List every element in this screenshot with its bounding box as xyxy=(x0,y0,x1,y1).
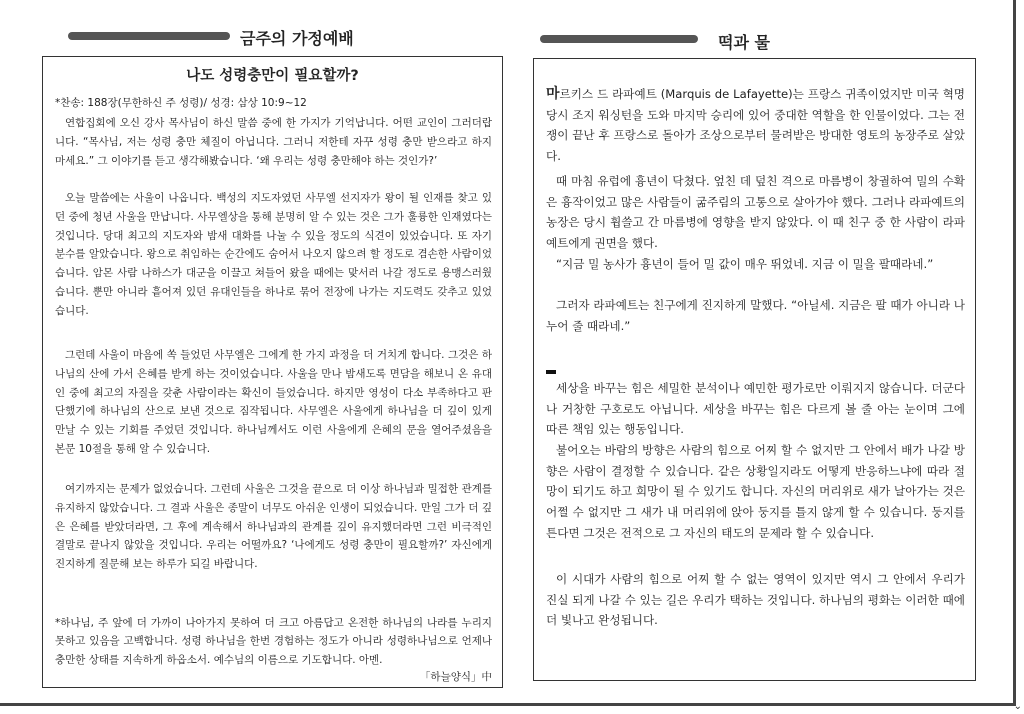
story-paragraph-2: 때 마침 유럽에 흉년이 닥쳤다. 엎친 데 덮친 격으로 마름병이 창궐하여 밀의 수확은 흉작이었고 많은 사람들이 굶주림의 고통으로 살아가야 했다. 그러나 라파예트의 농장은 당시 휩쓸고 간 마름병에 영향을 받지 않았다. 이 때 친구 중 한 사람이 라파예트에게 권면을 했다. xyxy=(546,174,965,251)
reflection-paragraph-3: 이 시대가 사람의 힘으로 어찌 할 수 없는 영역이 있지만 역시 그 안에서 우리가 진실 되게 나갈 수 있는 길은 우리가 택하는 것입니다. 하나님의 평화는 이러한 때에 더 빛나고 완성됩니다. xyxy=(546,572,965,628)
reflection-paragraph-2: 불어오는 바람의 방향은 사람의 힘으로 어찌 할 수 없지만 그 안에서 배가 나갈 방향은 사람이 결정할 수 있습니다. 같은 상황일지라도 어떻게 반응하느냐에 따라 절망이 되기도 하고 희망이 될 수 있기도 합니다. 자신의 머리위로 새가 날아가는 것은 어쩔 수 없지만 그 새가 내 머리위에 앉아 둥지를 틀지 않게 할 수 있습니다. 둥지를 튼다면 그것은 전적으로 그 자신의 태도의 문제라 할 수 있습니다. xyxy=(546,443,965,540)
corner-mark: ⌄ xyxy=(1013,701,1022,712)
left-header-bar xyxy=(68,32,230,40)
drop-cap: 마 xyxy=(546,86,560,102)
article-paragraph-2: 오늘 말씀에는 사울이 나옵니다. 백성의 지도자였던 사무엘 선지자가 왕이 될 인재를 찾고 있던 중에 청년 사울을 만납니다. 사무엘상을 통해 분명히 알 수 있는 것은 그가 훌륭한 인재였다는 것입니다. 당대 최고의 지도자와 밤새 대화를 나눌 수 있을 정도의 식견이 있었습니다. 또 자기 분수를 알았습니다. 왕으로 취임하는 순간에도 숨어서 나오지 않으려 할 정도로 겸손한 사람이었습니다. 암몬 사람 나하스가 대군을 이끌고 쳐들어 왔을 때에는 맞서러 나갈 정도로 용맹스러웠습니다. 뿐만 아니라 흩어져 있던 유대인들을 하나로 묶어 전장에 나가는 지도력도 갖추고 있었습니다. xyxy=(55,192,492,317)
article-paragraph-4: 여기까지는 문제가 없었습니다. 그런데 사울은 그것을 끝으로 더 이상 하나님과 밀접한 관계를 유지하지 않았습니다. 그 결과 사울은 종말이 너무도 아쉬운 인생이 되었습니다. 만일 그가 더 깊은 은혜를 받았더라면, 그 후에 계속해서 하나님과의 관계를 깊이 유지했더라면 그런 비극적인 결말로 끝나지 않았을 것입니다. 우리는 어떨까요? ‘나에게도 성령 충만이 필요할까?’ 자신에게 진지하게 질문해 보는 하루가 되길 바랍니다. xyxy=(55,483,492,571)
article-paragraph-1: 연합집회에 오신 강사 목사님이 하신 말씀 중에 한 가지가 기억납니다. 어떤 교인이 그러더랍니다. “목사님, 저는 성령 충만 체질이 아닙니다. 그러니 저한테 자꾸 성령 충만 받으라고 하지 마세요.” 그 이야기를 듣고 생각해봤습니다. ‘왜 우리는 성령 충만해야 하는 것인가?’ xyxy=(55,117,492,167)
reflection-paragraph-1: 세상을 바꾸는 힘은 세밀한 분석이나 예민한 평가로만 이뤄지지 않습니다. 더군다나 거창한 구호로도 아닙니다. 세상을 바꾸는 힘은 다르게 볼 줄 아는 눈이며 그에 따른 책임 있는 행동입니다. xyxy=(546,381,965,437)
source-attribution: 「하늘양식」中 xyxy=(419,671,492,683)
prayer-paragraph: *하나님, 주 앞에 더 가까이 나아가지 못하여 더 크고 아름답고 온전한 하나님의 나라를 누리지 못하고 있음을 고백합니다. 성령 하나님을 한번 경험하는 정도가 아니라 성령하나님으로 언제나 충만한 상태를 지속하게 하옵소서. 예수님의 이름으로 기도합니다. 아멘. xyxy=(55,617,492,666)
right-article-box xyxy=(533,58,976,681)
left-article-box xyxy=(42,56,503,688)
article-title: 나도 성령충만이 필요할까? xyxy=(186,68,359,84)
story-quote: “지금 밀 농사가 흉년이 들어 밀 값이 매우 뛰었네. 지금 이 밀을 팔때라네.” xyxy=(556,257,934,271)
article-paragraph-3: 그런데 사울이 마음에 쏙 들었던 사무엘은 그에게 한 가지 과정을 더 거치게 합니다. 그것은 하나님의 산에 가서 은혜를 받게 하는 것이었습니다. 사울을 만나 밤새도록 면담을 해보니 온 유대인 중에 최고의 자질을 갖춘 사람이라는 확신이 들었습니다. 하지만 영성이 다소 부족하다고 판단했기에 하나님의 산으로 보낸 것으로 짐작됩니다. 사무엘은 사울에게 하나님을 더 깊이 있게 만날 수 있는 기회를 주었던 것입니다. 하나님께서도 이런 사울에게 은혜의 문을 열어주셨음을 본문 10절을 통해 알 수 있습니다. xyxy=(55,349,492,455)
hymn-scripture: *찬송: 188장(무한하신 주 성령)/ 성경: 삼상 10:9~12 xyxy=(55,97,307,109)
story-paragraph-1: 마르키스 드 라파예트 (Marquis de Lafayette)는 프랑스 귀족이었지만 미국 혁명 당시 조지 워싱턴을 도와 마지막 승리에 있어 중대한 역할을 한 인물이었다. 그는 전쟁이 끝난 후 프랑스로 돌아가 조상으로부터 물려받은 방대한 영토의 농장주로 살았다. xyxy=(546,86,965,164)
story-paragraph-4: 그러자 라파예트는 친구에게 진지하게 말했다. “아닐세. 지금은 팔 때가 아니라 나누어 줄 때라네.” xyxy=(546,298,965,333)
section-marker xyxy=(546,370,556,374)
right-header-title: 떡과 물 xyxy=(718,33,770,52)
left-header-title: 금주의 가정예배 xyxy=(240,29,354,48)
right-header-bar xyxy=(540,35,698,43)
